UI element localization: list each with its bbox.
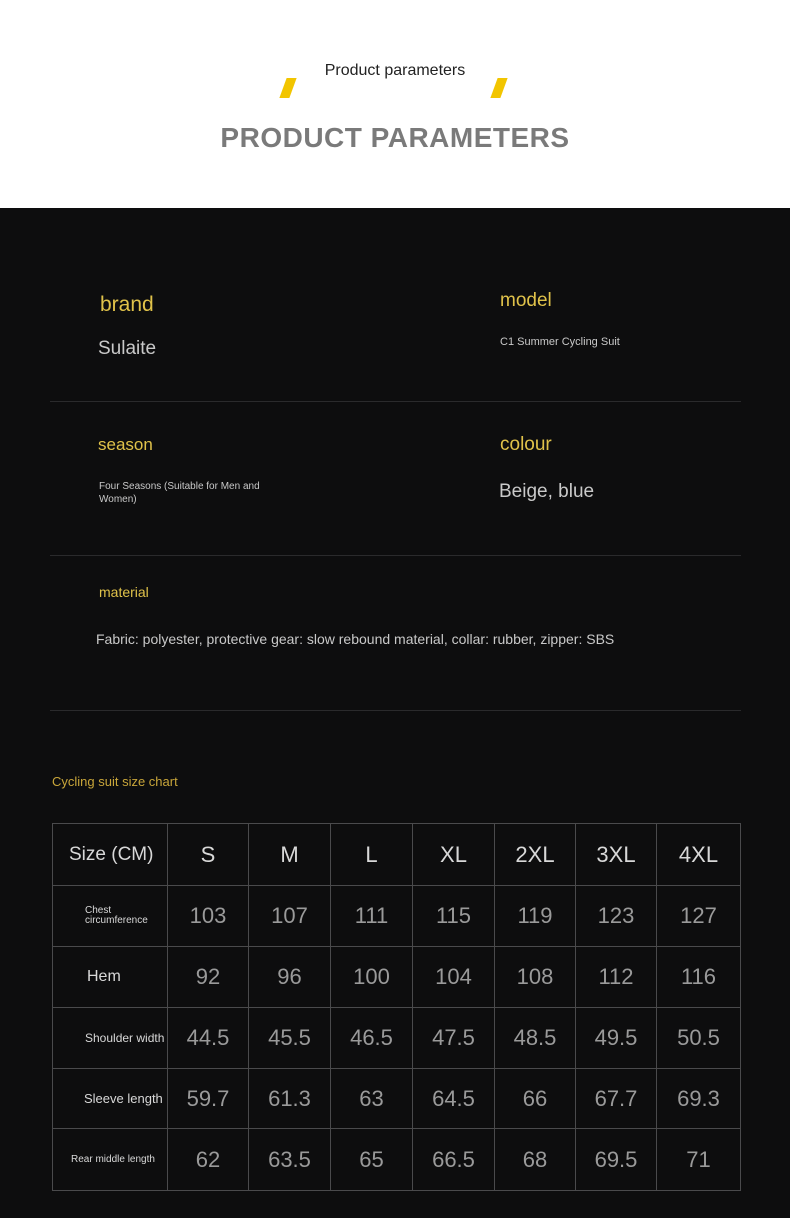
material-label: material: [99, 584, 149, 600]
material-value: Fabric: polyester, protective gear: slow rebound material, collar: rubber, zipper: SBS: [96, 631, 615, 647]
brand-value: Sulaite: [98, 338, 157, 359]
left-slash-decoration: [279, 78, 296, 98]
value-cell: 96: [249, 947, 331, 1008]
table-row: [53, 886, 741, 947]
divider: [50, 401, 741, 402]
row-name-cell: Chest circumference: [53, 886, 168, 947]
season-label: season: [98, 435, 153, 454]
value-cell: 63: [331, 1069, 413, 1129]
value-cell: 49.5: [576, 1008, 657, 1069]
row-name-cell: Shoulder width: [53, 1008, 168, 1069]
value-cell: 45.5: [249, 1008, 331, 1069]
header-title: PRODUCT PARAMETERS: [220, 122, 570, 153]
colour-value: Beige, blue: [499, 481, 595, 502]
season-value: Four Seasons (Suitable for Men and Women): [99, 481, 260, 505]
model-label: model: [500, 290, 552, 311]
table-row: [53, 947, 741, 1008]
value-cell: 116: [657, 947, 741, 1008]
value-cell: 119: [495, 886, 576, 947]
value-cell: 107: [249, 886, 331, 947]
size-header-cell: XL: [413, 824, 495, 886]
size-header-row: [53, 824, 741, 886]
divider: [50, 710, 741, 711]
value-cell: 46.5: [331, 1008, 413, 1069]
value-cell: 92: [168, 947, 249, 1008]
value-cell: 127: [657, 886, 741, 947]
size-header-cell: 3XL: [576, 824, 657, 886]
header-subtitle: Product parameters: [324, 62, 466, 79]
size-chart-table: [52, 823, 741, 1191]
row-name-cell: Rear middle length: [53, 1129, 168, 1191]
value-cell: 100: [331, 947, 413, 1008]
value-cell: 104: [413, 947, 495, 1008]
value-cell: 50.5: [657, 1008, 741, 1069]
table-row: [53, 1069, 741, 1129]
table-row: [53, 1129, 741, 1191]
value-cell: 65: [331, 1129, 413, 1191]
divider: [50, 555, 741, 556]
value-cell: 66.5: [413, 1129, 495, 1191]
size-header-cell: L: [331, 824, 413, 886]
size-header-cell: 2XL: [495, 824, 576, 886]
size-header-cell: M: [249, 824, 331, 886]
value-cell: 61.3: [249, 1069, 331, 1129]
table-row: [53, 1008, 741, 1069]
model-value: C1 Summer Cycling Suit: [500, 336, 620, 348]
value-cell: 66: [495, 1069, 576, 1129]
value-cell: 63.5: [249, 1129, 331, 1191]
brand-label: brand: [100, 293, 154, 316]
row-name-cell: Hem: [53, 947, 168, 1008]
size-chart-title: Cycling suit size chart: [52, 774, 178, 789]
value-cell: 59.7: [168, 1069, 249, 1129]
size-header-cell: S: [168, 824, 249, 886]
value-cell: 108: [495, 947, 576, 1008]
value-cell: 69.3: [657, 1069, 741, 1129]
value-cell: 103: [168, 886, 249, 947]
value-cell: 69.5: [576, 1129, 657, 1191]
value-cell: 47.5: [413, 1008, 495, 1069]
value-cell: 62: [168, 1129, 249, 1191]
colour-label: colour: [500, 434, 552, 455]
value-cell: 48.5: [495, 1008, 576, 1069]
size-header-cell: 4XL: [657, 824, 741, 886]
header-section: [0, 0, 790, 208]
value-cell: 115: [413, 886, 495, 947]
value-cell: 67.7: [576, 1069, 657, 1129]
value-cell: 112: [576, 947, 657, 1008]
value-cell: 111: [331, 886, 413, 947]
value-cell: 68: [495, 1129, 576, 1191]
value-cell: 64.5: [413, 1069, 495, 1129]
size-header-cell: Size (CM): [53, 824, 168, 886]
right-slash-decoration: [490, 78, 507, 98]
value-cell: 44.5: [168, 1008, 249, 1069]
value-cell: 71: [657, 1129, 741, 1191]
row-name-cell: Sleeve length: [53, 1069, 168, 1129]
value-cell: 123: [576, 886, 657, 947]
